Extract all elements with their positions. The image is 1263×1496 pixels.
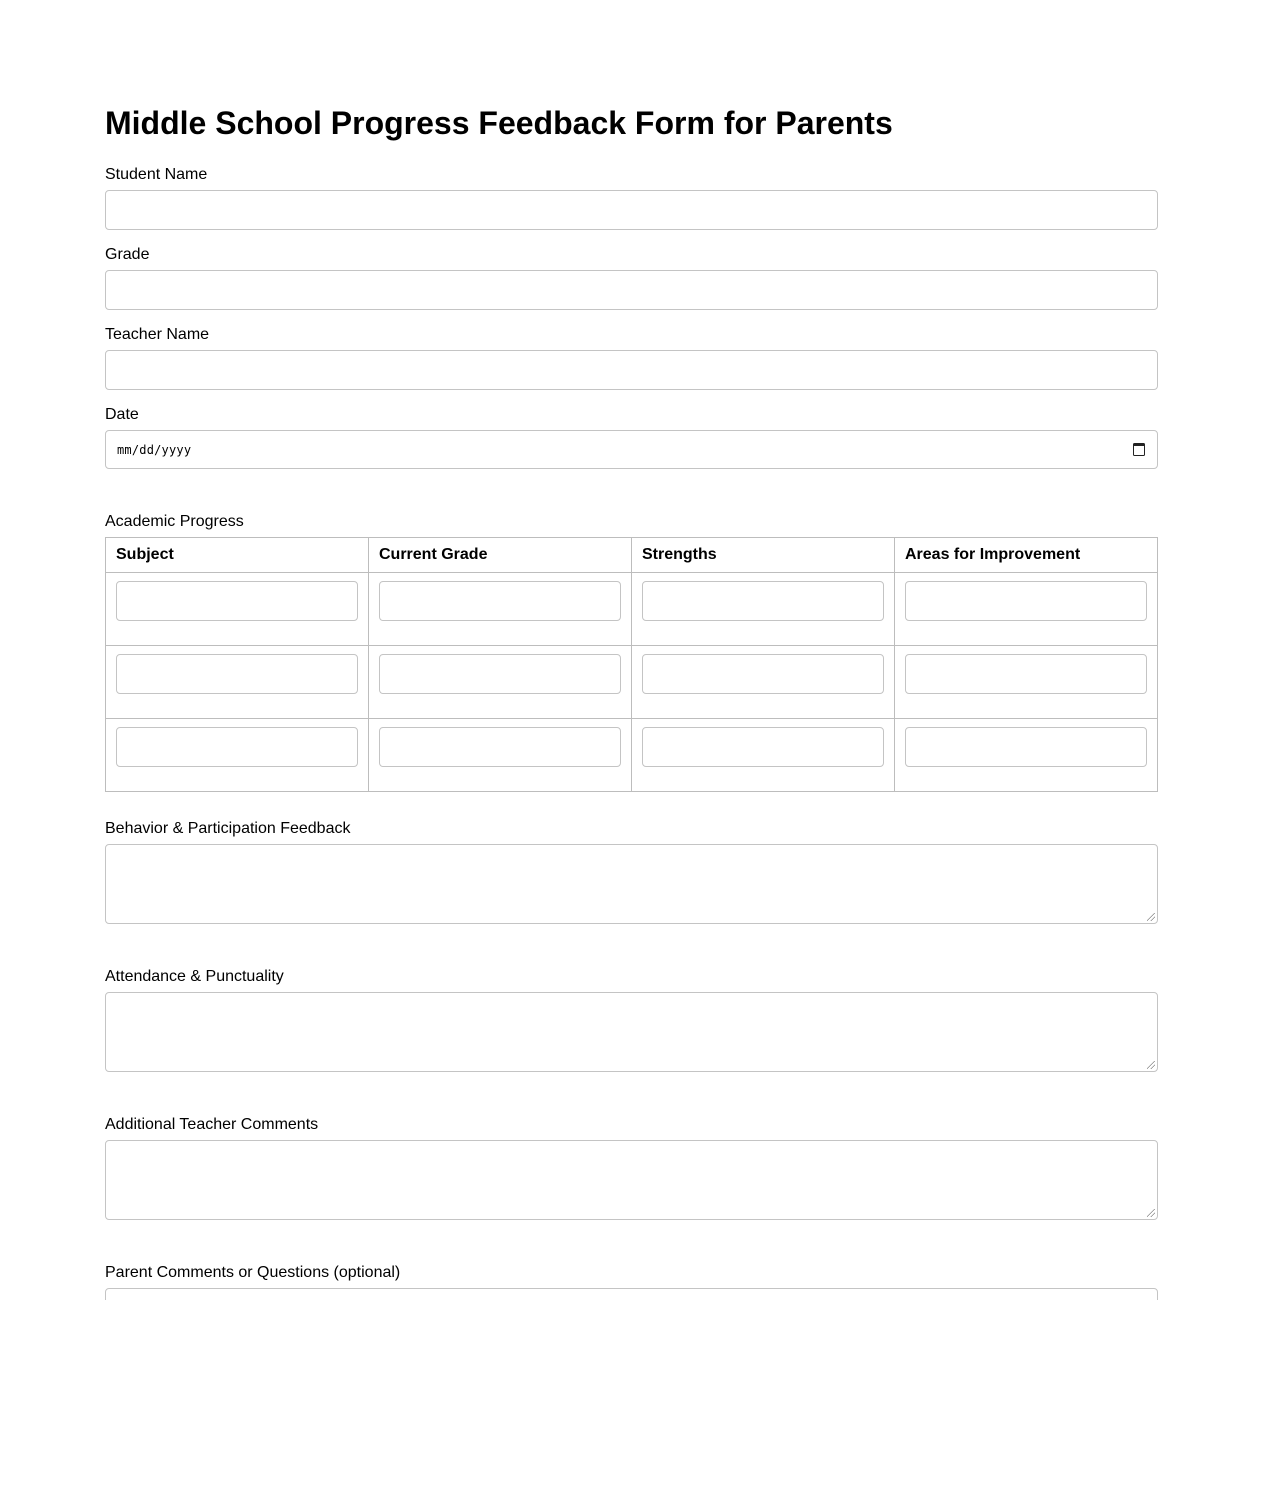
table-cell: [369, 573, 632, 646]
resize-handle-icon[interactable]: [1147, 1061, 1155, 1069]
column-header-subject: Subject: [106, 538, 369, 573]
column-header-current-grade: Current Grade: [369, 538, 632, 573]
table-cell: [106, 646, 369, 719]
column-header-areas-for-improvement: Areas for Improvement: [895, 538, 1158, 573]
subject-input-row-1[interactable]: [116, 581, 358, 621]
strengths-input-row-2[interactable]: [642, 654, 884, 694]
subject-input-row-3[interactable]: [116, 727, 358, 767]
date-label: Date: [105, 406, 139, 423]
attendance-label: Attendance & Punctuality: [105, 968, 284, 985]
resize-handle-icon[interactable]: [1147, 913, 1155, 921]
strengths-input-row-3[interactable]: [642, 727, 884, 767]
table-cell: [369, 646, 632, 719]
table-cell: [895, 719, 1158, 792]
teacher-comments-label: Additional Teacher Comments: [105, 1116, 319, 1133]
table-row: [106, 719, 1158, 792]
attendance-textarea[interactable]: [105, 992, 1158, 1072]
page-title: Middle School Progress Feedback Form for Parents: [105, 105, 893, 141]
grade-label: Grade: [105, 246, 150, 263]
improvement-input-row-3[interactable]: [905, 727, 1147, 767]
table-row: [106, 646, 1158, 719]
resize-handle-icon[interactable]: [1147, 1209, 1155, 1217]
teacher-name-input[interactable]: [105, 350, 1158, 390]
subject-input-row-2[interactable]: [116, 654, 358, 694]
date-input[interactable]: [105, 430, 1158, 469]
student-name-input[interactable]: [105, 190, 1158, 230]
table-cell: [632, 573, 895, 646]
table-row: [106, 573, 1158, 646]
grade-input[interactable]: [105, 270, 1158, 310]
table-cell: [895, 646, 1158, 719]
behavior-textarea[interactable]: [105, 844, 1158, 924]
current-grade-input-row-3[interactable]: [379, 727, 621, 767]
feedback-form: [105, 0, 1158, 1300]
table-cell: [369, 719, 632, 792]
table-cell: [106, 573, 369, 646]
student-name-label: Student Name: [105, 166, 208, 183]
improvement-input-row-1[interactable]: [905, 581, 1147, 621]
behavior-label: Behavior & Participation Feedback: [105, 820, 351, 837]
teacher-comments-textarea[interactable]: [105, 1140, 1158, 1220]
teacher-name-label: Teacher Name: [105, 326, 210, 343]
table-header-row: [106, 538, 1158, 573]
improvement-input-row-2[interactable]: [905, 654, 1147, 694]
strengths-input-row-1[interactable]: [642, 581, 884, 621]
academic-progress-table: [105, 537, 1158, 792]
column-header-strengths: Strengths: [632, 538, 895, 573]
table-cell: [106, 719, 369, 792]
table-cell: [632, 646, 895, 719]
parent-comments-textarea[interactable]: [105, 1288, 1158, 1300]
current-grade-input-row-1[interactable]: [379, 581, 621, 621]
table-cell: [895, 573, 1158, 646]
academic-progress-label: Academic Progress: [105, 513, 244, 530]
calendar-icon[interactable]: [1133, 443, 1145, 456]
parent-comments-label: Parent Comments or Questions (optional): [105, 1264, 401, 1281]
date-placeholder: mm/dd/yyyy: [117, 442, 192, 457]
current-grade-input-row-2[interactable]: [379, 654, 621, 694]
table-cell: [632, 719, 895, 792]
